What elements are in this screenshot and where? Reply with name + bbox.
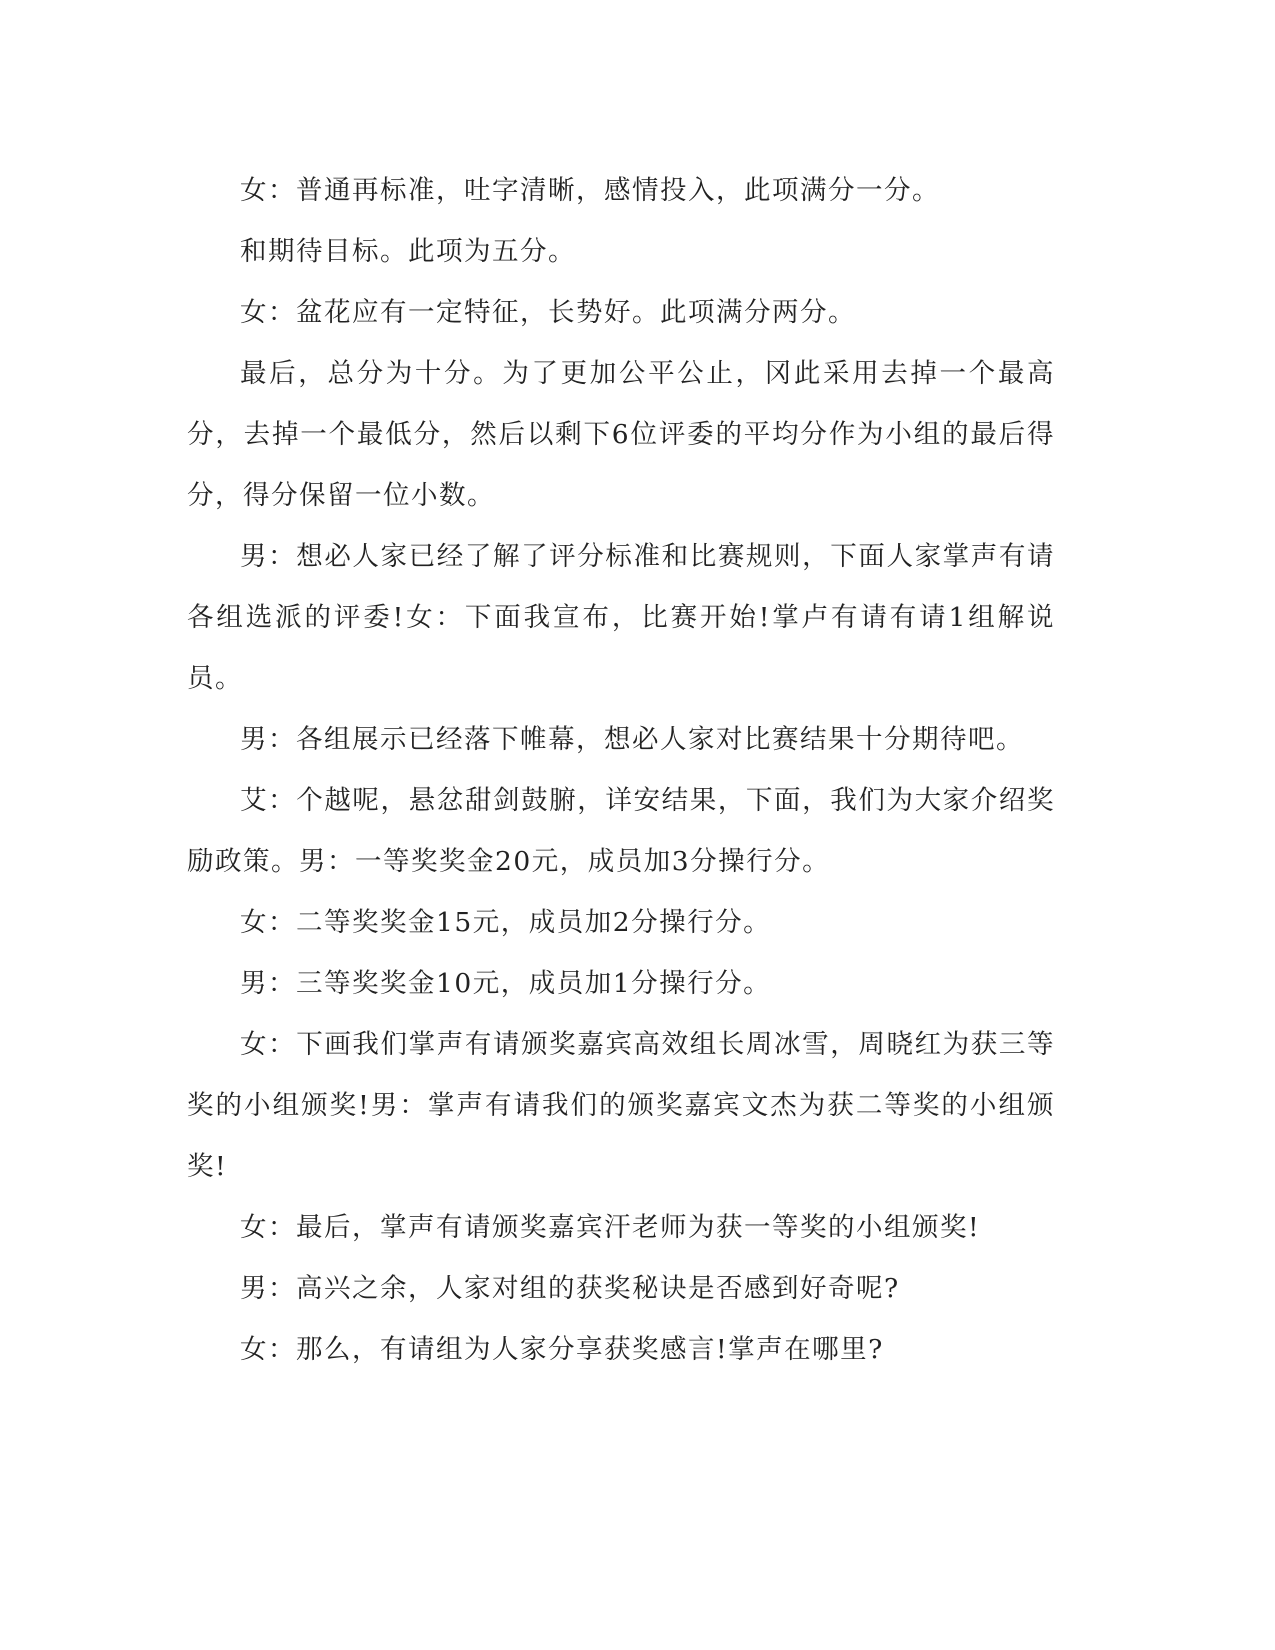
paragraph: 男：高兴之余，人家对组的获奖秘诀是否感到好奇呢? (240, 1273, 900, 1304)
paragraph: 男：各组展示已经落下帷幕，想必人家对比赛结果十分期待吧。 (240, 724, 1024, 755)
paragraph: 女：那么，有请组为人家分享获奖感言!掌声在哪里? (240, 1334, 884, 1365)
paragraph: 女：最后，掌声有请颁奖嘉宾汗老师为获一等奖的小组颁奖! (240, 1212, 981, 1243)
document-body (187, 160, 1055, 1380)
paragraph: 艾：个越呢，悬忿甜剑鼓腑，详安结果，下面，我们为大家介绍奖励政策。男：一等奖奖金20元，成员加3分操行分。 (187, 785, 1055, 877)
paragraph: 女：下画我们掌声有请颁奖嘉宾高效组长周冰雪，周晓红为获三等奖的小组颁奖!男：掌声有请我们的颁奖嘉宾文杰为获二等奖的小组颁奖! (187, 1029, 1055, 1182)
paragraph: 女：二等奖奖金15元，成员加2分操行分。 (240, 907, 772, 938)
paragraph: 和期待目标。此项为五分。 (240, 236, 576, 267)
paragraph: 男：三等奖奖金10元，成员加1分操行分。 (240, 968, 772, 999)
paragraph: 最后，总分为十分。为了更加公平公止，冈此采用去掉一个最高分，去掉一个最低分，然后以剩下6位评委的平均分作为小组的最后得分，得分保留一位小数。 (187, 358, 1055, 511)
paragraph: 男：想必人家已经了解了评分标准和比赛规则，下面人家掌声有请各组选派的评委!女：下面我宣布，比赛开始!掌卢有请有请1组解说员。 (187, 541, 1055, 694)
paragraph: 女：盆花应有一定特征，长势好。此项满分两分。 (240, 297, 856, 328)
paragraph: 女：普通再标准，吐字清晰，感情投入，此项满分一分。 (240, 175, 940, 206)
